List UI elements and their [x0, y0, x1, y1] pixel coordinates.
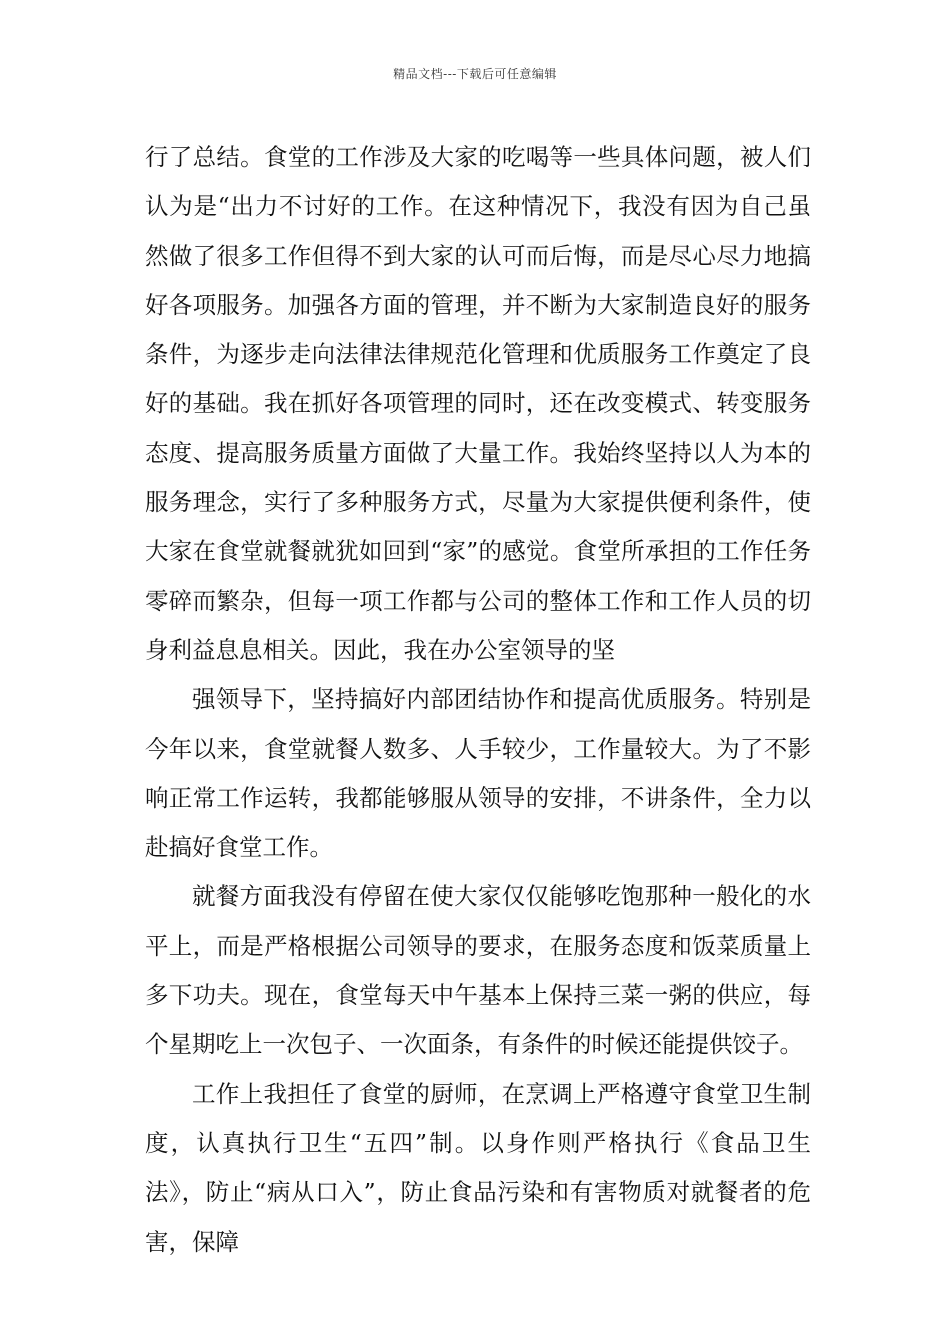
paragraph-1: 行了总结。食堂的工作涉及大家的吃喝等一些具体问题，被人们认为是“出力不讨好的工作。在这种情况下，我没有因为自己虽然做了很多工作但得不到大家的认可而后悔，而是尽心尽力地搞好各项服务。加强各方面的管理，并不断为大家制造良好的服务条件，为逐步走向法律法律规范化管理和优质服务工作奠定了良好的基础。我在抓好各项管理的同时，还在改变模式、转变服务态度、提高服务质量方面做了大量工作。我始终坚持以人为本的服务理念，实行了多种服务方式，尽量为大家提供便利条件，使大家在食堂就餐就犹如回到“家”的感觉。食堂所承担的工作任务零碎而繁杂，但每一项工作都与公司的整体工作和工作人员的切身利益息息相关。因此，我在办公室领导的坚 [145, 143, 811, 664]
document-body [145, 133, 811, 1267]
paragraph-3: 就餐方面我没有停留在使大家仅仅能够吃饱那种一般化的水平上，而是严格根据公司领导的要求，在服务态度和饭菜质量上多下功夫。现在，食堂每天中午基本上保持三菜一粥的供应，每个星期吃上一次包子、一次面条，有条件的时候还能提供饺子。 [145, 882, 811, 1059]
page-header: 精品文档---下载后可任意编辑 [393, 67, 557, 81]
paragraph-2: 强领导下，坚持搞好内部团结协作和提高优质服务。特别是今年以来，食堂就餐人数多、人手较少，工作量较大。为了不影响正常工作运转，我都能够服从领导的安排，不讲条件，全力以赴搞好食堂工作。 [145, 685, 811, 862]
paragraph-4: 工作上我担任了食堂的厨师，在烹调上严格遵守食堂卫生制度，认真执行卫生“五四”制。以身作则严格执行《食品卫生法》，防止“病从口入”，防止食品污染和有害物质对就餐者的危害，保障 [145, 1079, 811, 1256]
